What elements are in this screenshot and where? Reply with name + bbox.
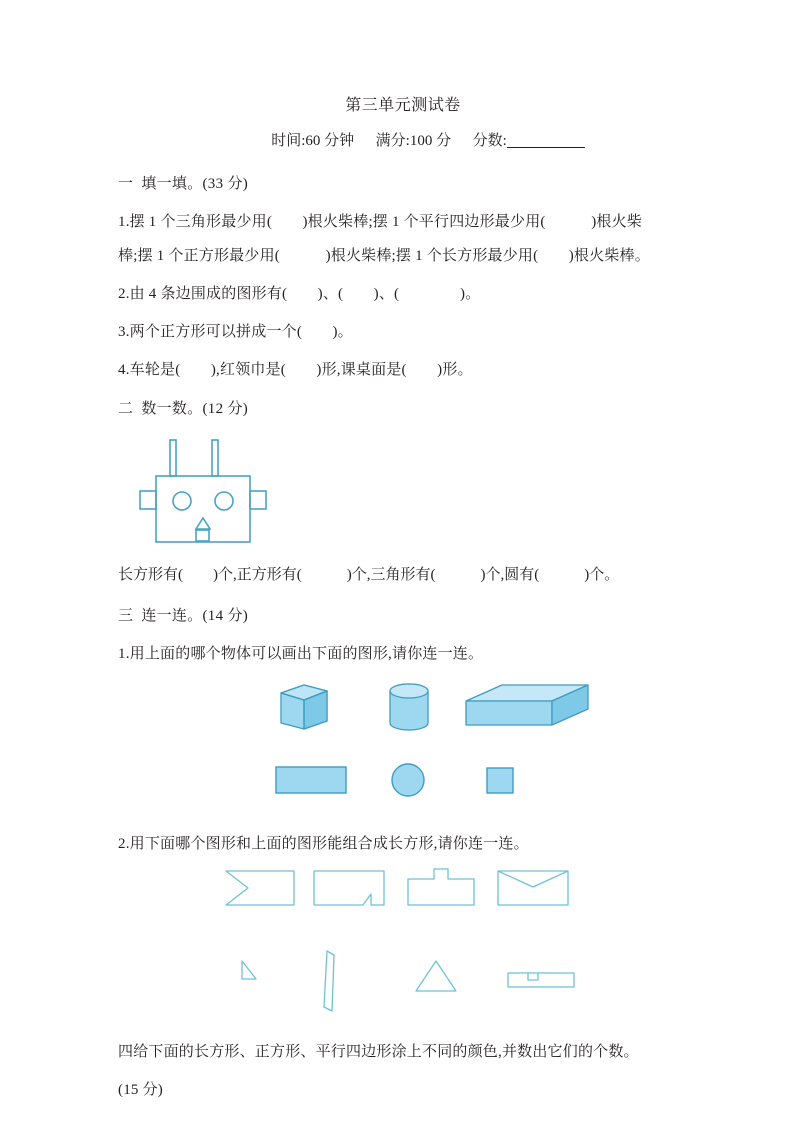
circle-shape-icon — [392, 764, 424, 796]
notched-rectangle-corner-icon — [314, 871, 384, 905]
section-heading-2 — [118, 397, 678, 418]
page-title: 第三单元测试卷 — [345, 97, 461, 114]
rectangle-shape-icon — [276, 767, 346, 793]
section-number-2: 二 — [118, 401, 134, 417]
section-number-1: 一 — [118, 176, 134, 192]
score-blank-field[interactable] — [507, 147, 585, 148]
small-right-triangle-icon — [242, 961, 256, 979]
section-heading-1 — [118, 172, 678, 193]
notched-rectangle-v-left-icon — [226, 871, 294, 905]
question-1-3: 3.两个正方形可以拼成一个( )。 — [118, 324, 353, 340]
robot-antenna-right-icon — [212, 440, 218, 476]
outline-shapes-row-2 — [118, 949, 678, 1015]
section-title-3: 连一连。 — [141, 608, 203, 624]
section-title-2: 数一数。 — [141, 401, 203, 417]
rectangle-with-tab-icon — [408, 869, 474, 905]
section-points-3: (14 分) — [202, 608, 249, 624]
section-title-4: 给下面的长方形、正方形、平行四边形涂上不同的颜色,并数出它们的个数。 — [133, 1044, 639, 1060]
robot-ear-left-icon — [140, 491, 156, 509]
robot-eye-right-icon — [215, 492, 233, 510]
notched-bar-icon — [508, 973, 574, 987]
question-3-2: 2.用下面哪个图形和上面的图形能组合成长方形,请你连一连。 — [118, 836, 529, 852]
question-1-4: 4.车轮是( ),红领巾是( )形,课桌面是( )形。 — [118, 362, 473, 378]
total-score-label: 满分:100 分 — [375, 133, 452, 149]
question-3-1: 1.用上面的哪个物体可以画出下面的图形,请你连一连。 — [118, 646, 484, 662]
score-label: 分数: — [472, 133, 507, 149]
question-2-count-line: 长方形有( )个,正方形有( )个,三角形有( )个,圆有( )个。 — [118, 567, 620, 583]
section-points-2: (12 分) — [202, 401, 249, 417]
worksheet-content — [118, 92, 678, 1113]
question-1-1-line-2: 棒;摆 1 个正方形最少用( )根火柴棒;摆 1 个长方形最少用( )根火柴棒。 — [118, 248, 650, 264]
robot-nose-triangle-icon — [196, 518, 210, 529]
cuboid-icon — [466, 685, 588, 725]
section-number-4: 四 — [118, 1044, 134, 1060]
exam-meta — [118, 129, 678, 150]
plane-shapes-row — [118, 759, 678, 803]
narrow-sliver-quadrilateral-icon — [324, 951, 334, 1011]
robot-mouth-square-icon — [196, 530, 209, 541]
outline-shapes-row-1 — [118, 867, 678, 915]
section-number-3: 三 — [118, 608, 134, 624]
time-label: 时间:60 分钟 — [271, 133, 355, 149]
robot-ear-right-icon — [250, 491, 266, 509]
triangle-icon — [416, 961, 456, 991]
section-points-4: (15 分) — [118, 1082, 163, 1098]
section-points-1: (33 分) — [202, 176, 249, 192]
square-shape-icon — [487, 768, 513, 793]
rectangle-v-notch-top-icon — [498, 871, 568, 905]
robot-figure — [136, 436, 678, 546]
cylinder-icon — [390, 684, 428, 730]
robot-head-rectangle-icon — [156, 476, 250, 542]
section-heading-4 — [118, 1037, 678, 1067]
section-heading-3 — [118, 604, 678, 625]
question-1-1-line-1: 1.摆 1 个三角形最少用( )根火柴棒;摆 1 个平行四边形最少用( )根火柴 — [118, 214, 643, 230]
cube-icon — [281, 685, 327, 729]
section-title-1: 填一填。 — [141, 176, 203, 192]
question-1-2: 2.由 4 条边围成的图形有( )、( )、( )。 — [118, 286, 481, 302]
robot-eye-left-icon — [173, 492, 191, 510]
robot-antenna-left-icon — [170, 440, 176, 476]
solids-row — [118, 677, 678, 735]
